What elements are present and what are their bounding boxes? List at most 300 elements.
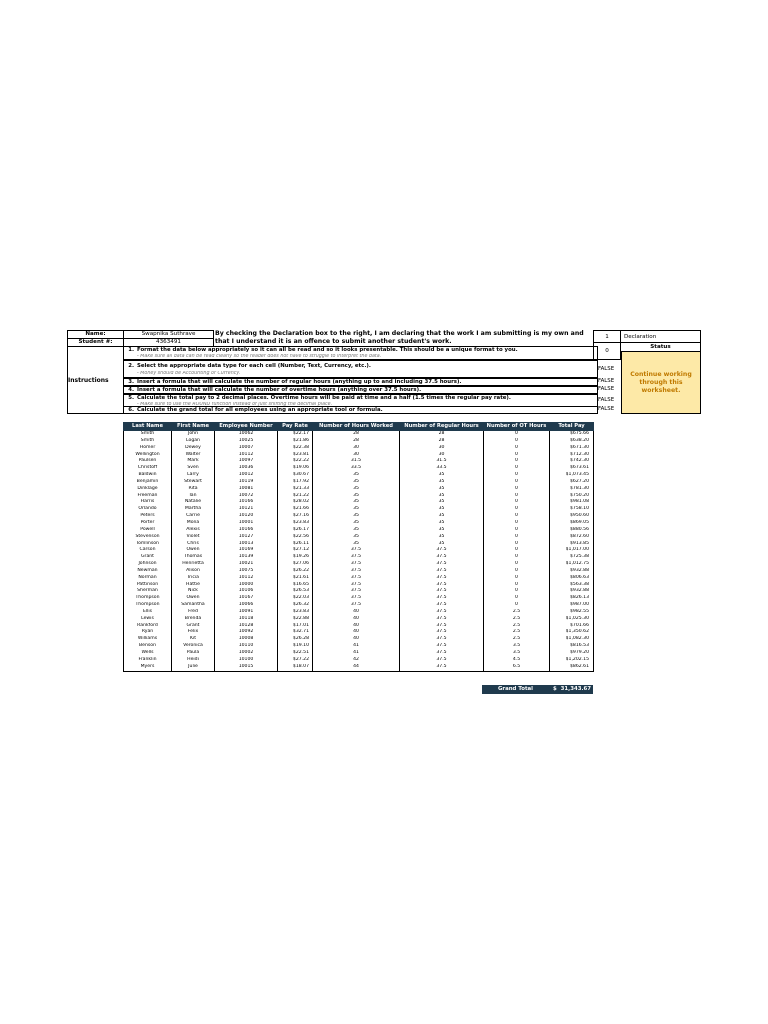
table-cell[interactable]: 0 bbox=[484, 547, 550, 554]
column-header[interactable]: Pay Rate bbox=[278, 423, 313, 431]
table-cell[interactable]: Homer bbox=[124, 445, 172, 452]
table-cell[interactable]: 10100 bbox=[215, 657, 278, 664]
table-cell[interactable]: 35 bbox=[400, 527, 484, 534]
table-cell[interactable]: 37.5 bbox=[400, 657, 484, 664]
table-cell[interactable]: Alison bbox=[172, 568, 215, 575]
table-cell[interactable]: Williams bbox=[124, 636, 172, 643]
table-cell[interactable]: Henrietta bbox=[172, 561, 215, 568]
table-cell[interactable]: 31.5 bbox=[313, 458, 400, 465]
table-cell[interactable]: $17.01 bbox=[278, 623, 313, 630]
table-cell[interactable]: Stevenson bbox=[124, 534, 172, 541]
table-cell[interactable]: Samantha bbox=[172, 602, 215, 609]
table-cell[interactable]: 28 bbox=[400, 431, 484, 438]
table-cell[interactable]: 35 bbox=[400, 493, 484, 500]
table-cell[interactable]: 10120 bbox=[215, 513, 278, 520]
table-cell[interactable]: $872.60 bbox=[550, 534, 594, 541]
table-cell[interactable]: 10075 bbox=[215, 568, 278, 575]
table-cell[interactable]: 10118 bbox=[215, 616, 278, 623]
table-cell[interactable]: Fred bbox=[172, 609, 215, 616]
table-cell[interactable]: 10000 bbox=[215, 582, 278, 589]
table-cell[interactable]: $869.05 bbox=[550, 520, 594, 527]
table-cell[interactable]: Julie bbox=[172, 664, 215, 671]
table-cell[interactable]: Martha bbox=[172, 506, 215, 513]
table-cell[interactable]: 37.5 bbox=[400, 568, 484, 575]
table-cell[interactable]: Heidi bbox=[172, 657, 215, 664]
table-cell[interactable]: $979.20 bbox=[550, 650, 594, 657]
table-cell[interactable]: Larry bbox=[172, 472, 215, 479]
table-cell[interactable]: 2.5 bbox=[484, 636, 550, 643]
table-cell[interactable]: $21.22 bbox=[278, 493, 313, 500]
table-cell[interactable]: 35 bbox=[313, 534, 400, 541]
table-cell[interactable]: 35 bbox=[400, 472, 484, 479]
table-cell[interactable]: Benjamin bbox=[124, 479, 172, 486]
table-cell[interactable]: Benson bbox=[124, 643, 172, 650]
table-cell[interactable]: 35 bbox=[313, 499, 400, 506]
table-row bbox=[124, 534, 594, 541]
table-cell[interactable]: $950.60 bbox=[550, 513, 594, 520]
table-cell[interactable]: 10007 bbox=[215, 445, 278, 452]
table-cell[interactable]: 37.5 bbox=[313, 547, 400, 554]
table-cell[interactable]: 40 bbox=[313, 616, 400, 623]
table-cell[interactable]: $758.10 bbox=[550, 506, 594, 513]
table-cell[interactable]: 35 bbox=[400, 513, 484, 520]
table-cell[interactable]: 35 bbox=[400, 541, 484, 548]
table-cell[interactable]: 0 bbox=[484, 554, 550, 561]
table-cell[interactable]: Mona bbox=[172, 520, 215, 527]
table-cell[interactable]: $627.20 bbox=[550, 479, 594, 486]
table-cell[interactable]: Dewey bbox=[172, 445, 215, 452]
table-cell[interactable]: $806.63 bbox=[550, 575, 594, 582]
table-cell[interactable]: Orlando bbox=[124, 506, 172, 513]
column-header[interactable]: Number of OT Hours bbox=[484, 423, 550, 431]
table-cell[interactable]: $22.38 bbox=[278, 445, 313, 452]
table-cell[interactable]: $932.88 bbox=[550, 588, 594, 595]
table-cell[interactable]: Sherman bbox=[124, 588, 172, 595]
table-cell[interactable]: 10001 bbox=[215, 520, 278, 527]
table-cell[interactable]: $19.06 bbox=[278, 465, 313, 472]
table-cell[interactable]: Newman bbox=[124, 568, 172, 575]
table-cell[interactable]: Smith bbox=[124, 438, 172, 445]
table-cell[interactable]: 35 bbox=[400, 499, 484, 506]
table-cell[interactable]: Walter bbox=[172, 452, 215, 459]
table-cell[interactable]: 0 bbox=[484, 582, 550, 589]
table-cell[interactable]: $26.22 bbox=[278, 568, 313, 575]
table-cell[interactable]: 10066 bbox=[215, 602, 278, 609]
table-cell[interactable]: $21.86 bbox=[278, 438, 313, 445]
table-cell[interactable]: 37.5 bbox=[400, 582, 484, 589]
table-cell[interactable]: Johnson bbox=[124, 561, 172, 568]
name-value-cell[interactable]: Swapnika Suthrave bbox=[123, 330, 214, 339]
table-cell[interactable]: 10013 bbox=[215, 541, 278, 548]
table-cell[interactable]: 37.5 bbox=[313, 588, 400, 595]
table-cell[interactable]: 30 bbox=[313, 452, 400, 459]
table-cell[interactable]: $26.11 bbox=[278, 541, 313, 548]
table-cell[interactable]: $26.53 bbox=[278, 588, 313, 595]
table-cell[interactable]: 42 bbox=[313, 657, 400, 664]
instruction-row-2 bbox=[123, 360, 598, 378]
column-header[interactable]: Number of Regular Hours bbox=[400, 423, 484, 431]
table-cell[interactable]: Sven bbox=[172, 465, 215, 472]
table-cell[interactable]: Brenda bbox=[172, 616, 215, 623]
table-cell[interactable]: $742.30 bbox=[550, 458, 594, 465]
table-cell[interactable]: 10002 bbox=[215, 650, 278, 657]
table-cell[interactable]: Norman bbox=[124, 575, 172, 582]
table-cell[interactable]: 10127 bbox=[215, 534, 278, 541]
table-cell[interactable]: 37.5 bbox=[313, 582, 400, 589]
table-cell[interactable]: $26.32 bbox=[278, 602, 313, 609]
table-cell[interactable]: $23.81 bbox=[278, 452, 313, 459]
table-cell[interactable]: Smith bbox=[124, 431, 172, 438]
table-cell[interactable]: $981.08 bbox=[550, 499, 594, 506]
table-cell[interactable]: 10021 bbox=[215, 561, 278, 568]
table-cell[interactable]: $880.56 bbox=[550, 527, 594, 534]
table-cell[interactable]: $22.22 bbox=[278, 458, 313, 465]
table-cell[interactable]: 10119 bbox=[215, 479, 278, 486]
table-cell[interactable]: 28 bbox=[400, 438, 484, 445]
table-cell[interactable]: Carson bbox=[124, 547, 172, 554]
table-cell[interactable]: 3.5 bbox=[484, 643, 550, 650]
table-cell[interactable]: 37.5 bbox=[313, 602, 400, 609]
table-cell[interactable]: $1,073.45 bbox=[550, 472, 594, 479]
table-cell[interactable]: $26.28 bbox=[278, 636, 313, 643]
table-cell[interactable]: 0 bbox=[484, 595, 550, 602]
table-cell[interactable]: 10008 bbox=[215, 636, 278, 643]
table-cell[interactable]: 10072 bbox=[215, 493, 278, 500]
table-cell[interactable]: 10015 bbox=[215, 664, 278, 671]
table-cell[interactable]: $987.00 bbox=[550, 602, 594, 609]
table-cell[interactable]: Freeman bbox=[124, 493, 172, 500]
table-cell[interactable]: Dinklage bbox=[124, 486, 172, 493]
table-row bbox=[124, 575, 594, 582]
table-cell[interactable]: 37.5 bbox=[313, 575, 400, 582]
table-cell[interactable]: 41 bbox=[313, 643, 400, 650]
table-cell[interactable]: 40 bbox=[313, 623, 400, 630]
table-cell[interactable]: 40 bbox=[313, 636, 400, 643]
table-cell[interactable]: Porter bbox=[124, 520, 172, 527]
table-cell[interactable]: 37.5 bbox=[400, 554, 484, 561]
table-cell[interactable]: 35 bbox=[313, 520, 400, 527]
table-cell[interactable]: 0 bbox=[484, 486, 550, 493]
table-cell[interactable]: 30 bbox=[400, 445, 484, 452]
table-cell[interactable]: 10092 bbox=[215, 629, 278, 636]
table-cell[interactable]: 28 bbox=[313, 438, 400, 445]
table-cell[interactable]: 37.5 bbox=[400, 609, 484, 616]
table-cell[interactable]: $781.30 bbox=[550, 486, 594, 493]
table-cell[interactable]: $675.66 bbox=[550, 431, 594, 438]
table-cell[interactable]: Lewis bbox=[124, 616, 172, 623]
table-cell[interactable]: 37.5 bbox=[400, 629, 484, 636]
table-cell[interactable]: 0 bbox=[484, 520, 550, 527]
table-cell[interactable]: 0 bbox=[484, 452, 550, 459]
table-cell[interactable]: Baldwin bbox=[124, 472, 172, 479]
table-cell[interactable]: $750.20 bbox=[550, 493, 594, 500]
student-value-cell[interactable]: 4363491 bbox=[123, 338, 214, 347]
table-cell[interactable]: 44 bbox=[313, 664, 400, 671]
table-cell[interactable]: $638.20 bbox=[550, 438, 594, 445]
table-cell[interactable]: $563.38 bbox=[550, 582, 594, 589]
table-cell[interactable]: 4.5 bbox=[484, 657, 550, 664]
table-cell[interactable]: 35 bbox=[400, 479, 484, 486]
table-cell[interactable]: 0 bbox=[484, 541, 550, 548]
table-cell[interactable]: 0 bbox=[484, 431, 550, 438]
table-cell[interactable]: $28.02 bbox=[278, 499, 313, 506]
table-cell[interactable]: Paulsen bbox=[124, 458, 172, 465]
table-cell[interactable]: 35 bbox=[313, 472, 400, 479]
table-cell[interactable]: $1,025.30 bbox=[550, 616, 594, 623]
table-cell[interactable]: Stewart bbox=[172, 479, 215, 486]
table-cell[interactable]: Owen bbox=[172, 595, 215, 602]
table-cell[interactable]: 10110 bbox=[215, 643, 278, 650]
table-row bbox=[124, 636, 594, 643]
table-cell[interactable]: 0 bbox=[484, 588, 550, 595]
table-cell[interactable]: Thomas bbox=[172, 554, 215, 561]
table-cell[interactable]: Ellis bbox=[124, 609, 172, 616]
table-cell[interactable]: $671.30 bbox=[550, 445, 594, 452]
table-cell[interactable]: Violet bbox=[172, 534, 215, 541]
table-row bbox=[124, 479, 594, 486]
table-cell[interactable]: $27.22 bbox=[278, 657, 313, 664]
table-cell[interactable]: 28 bbox=[313, 431, 400, 438]
table-cell[interactable]: 0 bbox=[484, 527, 550, 534]
table-cell[interactable]: 35 bbox=[400, 534, 484, 541]
table-cell[interactable]: 35 bbox=[400, 520, 484, 527]
table-cell[interactable]: 37.5 bbox=[400, 561, 484, 568]
table-cell[interactable]: 37.5 bbox=[313, 554, 400, 561]
table-cell[interactable]: 41 bbox=[313, 650, 400, 657]
table-cell[interactable]: 0 bbox=[484, 458, 550, 465]
table-cell[interactable]: 0 bbox=[484, 493, 550, 500]
table-cell[interactable]: $27.12 bbox=[278, 547, 313, 554]
table-cell[interactable]: Paula bbox=[172, 650, 215, 657]
table-cell[interactable]: $826.13 bbox=[550, 595, 594, 602]
table-cell[interactable]: 40 bbox=[313, 629, 400, 636]
table-cell[interactable]: Logan bbox=[172, 438, 215, 445]
table-cell[interactable]: $816.53 bbox=[550, 643, 594, 650]
table-cell[interactable]: Grant bbox=[172, 623, 215, 630]
table-cell[interactable]: 0 bbox=[484, 472, 550, 479]
table-cell[interactable]: 2.5 bbox=[484, 623, 550, 630]
table-cell[interactable]: John bbox=[172, 431, 215, 438]
table-cell[interactable]: Chris bbox=[172, 541, 215, 548]
table-cell[interactable]: $22.88 bbox=[278, 616, 313, 623]
table-cell[interactable]: Tricia bbox=[172, 575, 215, 582]
table-cell[interactable]: 0 bbox=[484, 445, 550, 452]
table-cell[interactable]: $27.06 bbox=[278, 561, 313, 568]
table-cell[interactable]: Thompson bbox=[124, 595, 172, 602]
table-cell[interactable]: Ian bbox=[172, 493, 215, 500]
table-cell[interactable]: 35 bbox=[313, 541, 400, 548]
table-cell[interactable]: Thompson bbox=[124, 602, 172, 609]
table-cell[interactable]: 2.5 bbox=[484, 616, 550, 623]
table-cell[interactable]: $27.16 bbox=[278, 513, 313, 520]
table-cell[interactable]: 37.5 bbox=[400, 575, 484, 582]
table-cell[interactable]: $932.88 bbox=[550, 568, 594, 575]
table-cell[interactable]: 10166 bbox=[215, 527, 278, 534]
table-cell[interactable]: 2.5 bbox=[484, 629, 550, 636]
table-cell[interactable]: 10106 bbox=[215, 588, 278, 595]
table-cell[interactable]: $712.30 bbox=[550, 452, 594, 459]
table-cell[interactable]: 40 bbox=[313, 609, 400, 616]
table-cell[interactable]: $19.10 bbox=[278, 643, 313, 650]
table-cell[interactable]: $1,017.00 bbox=[550, 547, 594, 554]
table-cell[interactable]: 0 bbox=[484, 602, 550, 609]
table-cell[interactable]: 33.5 bbox=[400, 465, 484, 472]
column-header[interactable]: First Name bbox=[172, 423, 215, 431]
table-cell[interactable]: Pattinson bbox=[124, 582, 172, 589]
table-cell[interactable]: 10169 bbox=[215, 547, 278, 554]
table-cell[interactable]: Owen bbox=[172, 547, 215, 554]
table-cell[interactable]: $26.17 bbox=[278, 527, 313, 534]
table-cell[interactable]: 0 bbox=[484, 479, 550, 486]
table-cell[interactable]: 35 bbox=[400, 486, 484, 493]
column-header[interactable]: Total Pay bbox=[550, 423, 594, 431]
table-cell[interactable]: Christoff bbox=[124, 465, 172, 472]
table-cell[interactable]: 30 bbox=[400, 452, 484, 459]
table-cell[interactable]: 33.5 bbox=[313, 465, 400, 472]
table-cell[interactable]: $21.61 bbox=[278, 575, 313, 582]
table-cell[interactable]: $18.07 bbox=[278, 664, 313, 671]
table-cell[interactable]: Hattie bbox=[172, 582, 215, 589]
table-cell[interactable]: 0 bbox=[484, 534, 550, 541]
table-cell[interactable]: 30 bbox=[313, 445, 400, 452]
column-header[interactable]: Last Name bbox=[124, 423, 172, 431]
table-cell[interactable]: 2.5 bbox=[484, 609, 550, 616]
table-cell[interactable]: $16.65 bbox=[278, 582, 313, 589]
table-cell[interactable]: Alexis bbox=[172, 527, 215, 534]
table-cell[interactable]: $21.33 bbox=[278, 486, 313, 493]
table-cell[interactable]: $1,012.75 bbox=[550, 561, 594, 568]
table-cell[interactable]: Franklin bbox=[124, 657, 172, 664]
table-cell[interactable]: $23.83 bbox=[278, 609, 313, 616]
declaration-flag-cell[interactable]: 1 bbox=[593, 330, 621, 343]
table-cell[interactable]: 10097 bbox=[215, 458, 278, 465]
table-cell[interactable]: 0 bbox=[484, 513, 550, 520]
table-cell[interactable]: Peters bbox=[124, 513, 172, 520]
table-cell[interactable]: $725.38 bbox=[550, 554, 594, 561]
table-cell[interactable]: 35 bbox=[313, 513, 400, 520]
table-cell[interactable]: $22.51 bbox=[278, 650, 313, 657]
table-cell[interactable]: $1,350.62 bbox=[550, 629, 594, 636]
table-cell[interactable]: $19.26 bbox=[278, 554, 313, 561]
table-cell[interactable]: 10025 bbox=[215, 438, 278, 445]
table-cell[interactable]: Rita bbox=[172, 486, 215, 493]
table-cell[interactable]: 37.5 bbox=[400, 643, 484, 650]
table-cell[interactable]: $1,202.15 bbox=[550, 657, 594, 664]
table-cell[interactable]: $673.61 bbox=[550, 465, 594, 472]
table-cell[interactable]: Ryan bbox=[124, 629, 172, 636]
table-cell[interactable]: $1,082.30 bbox=[550, 636, 594, 643]
table-cell[interactable]: 6.5 bbox=[484, 664, 550, 671]
table-cell[interactable]: Carrie bbox=[172, 513, 215, 520]
table-cell[interactable]: 35 bbox=[313, 506, 400, 513]
table-cell[interactable]: 35 bbox=[400, 506, 484, 513]
table-cell[interactable]: 37.5 bbox=[400, 547, 484, 554]
table-cell[interactable]: $22.56 bbox=[278, 534, 313, 541]
table-cell[interactable]: 10166 bbox=[215, 499, 278, 506]
table-cell[interactable]: Rankford bbox=[124, 623, 172, 630]
table-cell[interactable]: $22.03 bbox=[278, 595, 313, 602]
table-cell[interactable]: $23.83 bbox=[278, 520, 313, 527]
table-cell[interactable]: 37.5 bbox=[400, 602, 484, 609]
table-cell[interactable]: Wellington bbox=[124, 452, 172, 459]
table-cell[interactable]: 10128 bbox=[215, 623, 278, 630]
table-cell[interactable]: $30.67 bbox=[278, 472, 313, 479]
table-cell[interactable]: $22.17 bbox=[278, 431, 313, 438]
table-cell[interactable]: 10062 bbox=[215, 431, 278, 438]
table-cell[interactable]: Harris bbox=[124, 499, 172, 506]
table-cell[interactable]: Nick bbox=[172, 588, 215, 595]
table-cell[interactable]: Kit bbox=[172, 636, 215, 643]
table-cell[interactable]: 0 bbox=[484, 465, 550, 472]
table-cell[interactable]: Wells bbox=[124, 650, 172, 657]
column-header[interactable]: Number of Hours Worked bbox=[313, 423, 400, 431]
table-cell[interactable]: 10139 bbox=[215, 554, 278, 561]
table-cell[interactable]: 37.5 bbox=[400, 664, 484, 671]
table-cell[interactable]: Natalie bbox=[172, 499, 215, 506]
table-cell[interactable]: 35 bbox=[313, 486, 400, 493]
table-cell[interactable]: Myers bbox=[124, 664, 172, 671]
table-cell[interactable]: $21.66 bbox=[278, 506, 313, 513]
instruction-hint: - Make sure all data can be read clearly so the reader does not have to struggle to interpret the data. bbox=[137, 353, 382, 359]
table-cell[interactable]: 35 bbox=[313, 479, 400, 486]
table-cell[interactable]: 37.5 bbox=[313, 568, 400, 575]
table-cell[interactable]: $913.85 bbox=[550, 541, 594, 548]
table-cell[interactable]: 10036 bbox=[215, 465, 278, 472]
table-cell[interactable]: Powell bbox=[124, 527, 172, 534]
table-cell[interactable]: $17.92 bbox=[278, 479, 313, 486]
table-cell[interactable]: $32.71 bbox=[278, 629, 313, 636]
table-cell[interactable]: 10167 bbox=[215, 595, 278, 602]
table-cell[interactable]: 10121 bbox=[215, 506, 278, 513]
table-cell[interactable]: 10091 bbox=[215, 609, 278, 616]
table-cell[interactable]: 31.5 bbox=[400, 458, 484, 465]
table-cell[interactable]: 37.5 bbox=[400, 595, 484, 602]
table-cell[interactable]: 10012 bbox=[215, 472, 278, 479]
table-cell[interactable]: 0 bbox=[484, 506, 550, 513]
table-cell[interactable]: Veronica bbox=[172, 643, 215, 650]
table-cell[interactable]: 0 bbox=[484, 438, 550, 445]
table-row bbox=[124, 554, 594, 561]
table-cell[interactable]: 10081 bbox=[215, 486, 278, 493]
table-cell[interactable]: 0 bbox=[484, 561, 550, 568]
table-cell[interactable]: 37.5 bbox=[313, 595, 400, 602]
table-cell[interactable]: 3.5 bbox=[484, 650, 550, 657]
table-cell[interactable]: 35 bbox=[313, 493, 400, 500]
table-cell[interactable]: 37.5 bbox=[400, 650, 484, 657]
column-header[interactable]: Employee Number bbox=[215, 423, 278, 431]
table-cell[interactable]: $862.61 bbox=[550, 664, 594, 671]
table-cell[interactable]: 10112 bbox=[215, 452, 278, 459]
table-cell[interactable]: $982.55 bbox=[550, 609, 594, 616]
table-cell[interactable]: 35 bbox=[313, 527, 400, 534]
table-cell[interactable]: 37.5 bbox=[400, 588, 484, 595]
table-cell[interactable]: $701.66 bbox=[550, 623, 594, 630]
table-cell[interactable]: Tomlinson bbox=[124, 541, 172, 548]
table-cell[interactable]: 0 bbox=[484, 499, 550, 506]
status-message: Continue working through this worksheet. bbox=[621, 351, 701, 414]
table-cell[interactable]: Mark bbox=[172, 458, 215, 465]
table-cell[interactable]: 0 bbox=[484, 568, 550, 575]
table-cell[interactable]: Felix bbox=[172, 629, 215, 636]
table-cell[interactable]: 0 bbox=[484, 575, 550, 582]
table-cell[interactable]: 10112 bbox=[215, 575, 278, 582]
table-cell[interactable]: 37.5 bbox=[400, 636, 484, 643]
table-cell[interactable]: 37.5 bbox=[400, 616, 484, 623]
table-cell[interactable]: Grant bbox=[124, 554, 172, 561]
table-row bbox=[124, 513, 594, 520]
table-cell[interactable]: 37.5 bbox=[313, 561, 400, 568]
table-cell[interactable]: 37.5 bbox=[400, 623, 484, 630]
